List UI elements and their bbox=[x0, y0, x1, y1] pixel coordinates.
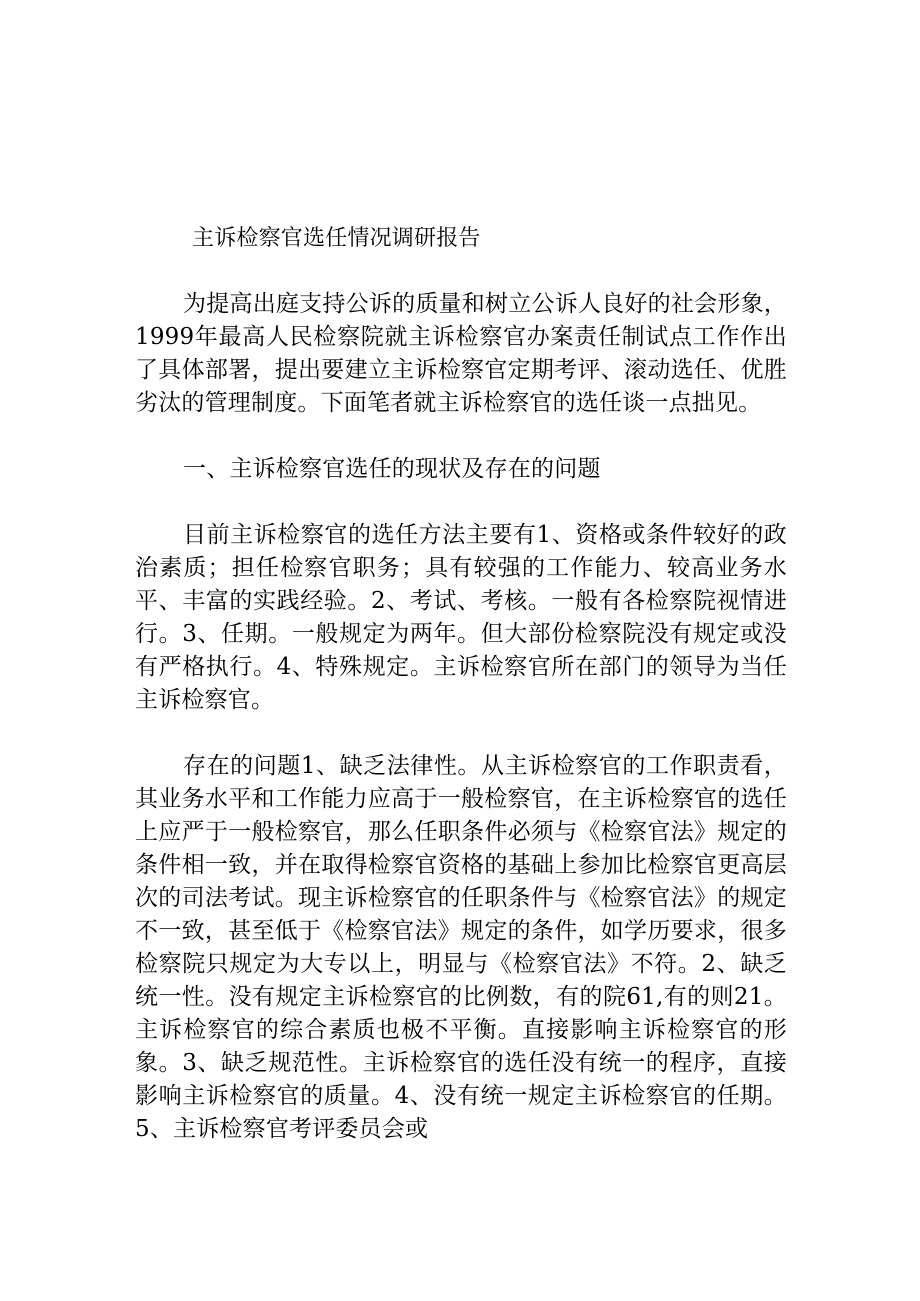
status-paragraph: 目前主诉检察官的选任方法主要有1、资格或条件较好的政治素质；担任检察官职务；具有较强的工作能力、较高业务水平、丰富的实践经验。2、考试、考核。一般有各检察院视情进行。3、任期。一般规定为两年。但大部份检察院没有规定或没有严格执行。4、特殊规定。主诉检察官所在部门的领导为当任主诉检察官。 bbox=[135, 522, 787, 713]
intro-paragraph: 为提高出庭支持公诉的质量和树立公诉人良好的社会形象，1999年最高人民检察院就主诉检察官办案责任制试点工作作出了具体部署，提出要建立主诉检察官定期考评、滚动选任、优胜劣汰的管理制度。下面笔者就主诉检察官的选任谈一点拙见。 bbox=[135, 291, 787, 416]
problems-paragraph: 存在的问题1、缺乏法律性。从主诉检察官的工作职责看，其业务水平和工作能力应高于一般检察官，在主诉检察官的选任上应严于一般检察官，那么任职条件必须与《检察官法》规定的条件相一致，并在取得检察官资格的基础上参加比检察官更高层次的司法考试。现主诉检察官的任职条件与《检察官法》的规定不一致，甚至低于《检察官法》规定的条件，如学历要求，很多检察院只规定为大专以上，明显与《检察官法》不符。2、缺乏统一性。没有规定主诉检察官的比例数，有的院61,有的则21。主诉检察官的综合素质也极不平衡。直接影响主诉检察官的形象。3、缺乏规范性。主诉检察官的选任没有统一的程序，直接影响主诉检察官的质量。4、没有统一规定主诉检察官的任期。5、主诉检察官考评委员会或 bbox=[135, 753, 787, 1142]
section-heading: 一、主诉检察官选任的现状及存在的问题 bbox=[183, 456, 601, 482]
document-title: 主诉检察官选任情况调研报告 bbox=[192, 226, 481, 251]
document-body bbox=[135, 222, 787, 1146]
